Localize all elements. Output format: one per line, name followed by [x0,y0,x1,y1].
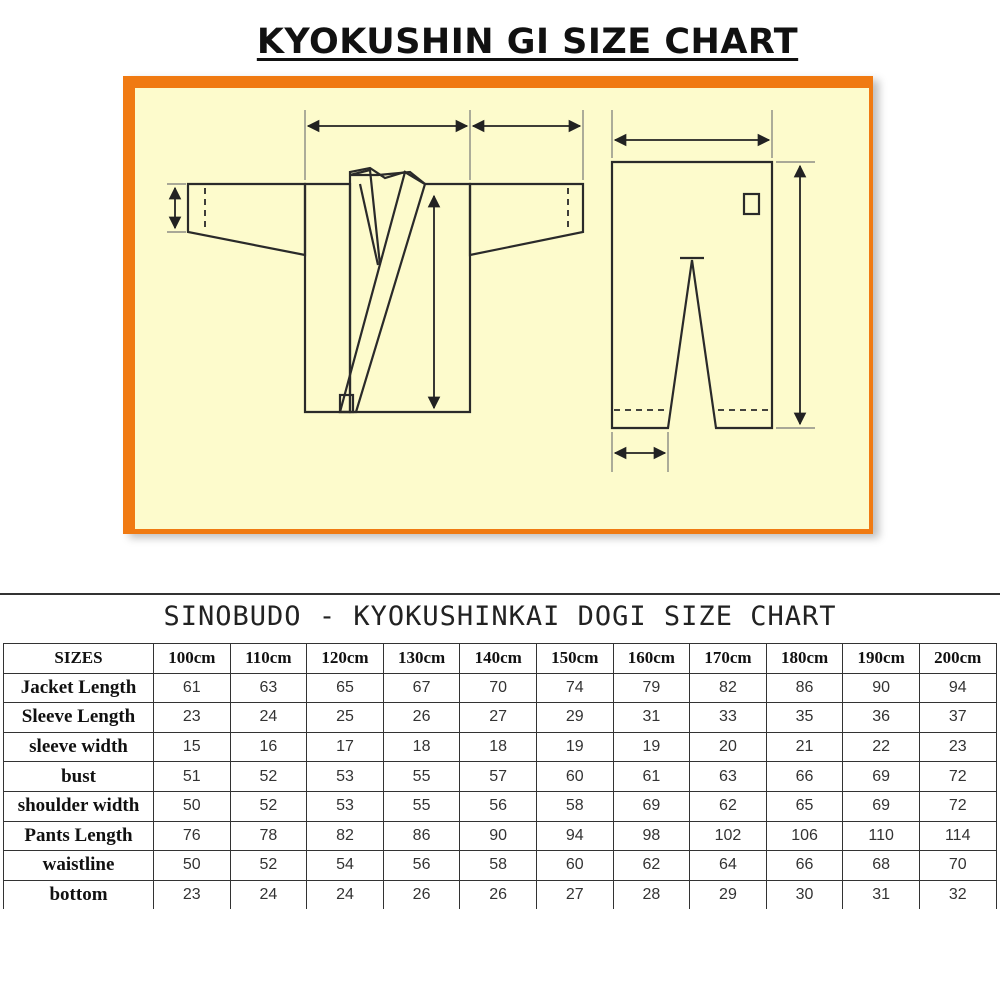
size-header: 130cm [383,644,460,674]
table-cell: 60 [536,851,613,881]
table-cell: 66 [766,851,843,881]
table-cell: 29 [536,703,613,733]
table-cell: 29 [690,880,767,909]
table-cell: 57 [460,762,537,792]
size-table [3,643,997,909]
pants-outline [612,162,772,428]
size-header: 120cm [307,644,384,674]
table-cell: 82 [307,821,384,851]
size-header: 150cm [536,644,613,674]
table-cell: 52 [230,762,307,792]
table-cell: 63 [230,673,307,703]
table-cell: 27 [536,880,613,909]
table-cell: 90 [460,821,537,851]
table-cell: 15 [154,732,231,762]
table-title: SINOBUDO - KYOKUSHINKAI DOGI SIZE CHART [163,601,837,632]
row-label: Pants Length [4,821,154,851]
table-cell: 37 [919,703,996,733]
size-table-section [0,593,1000,915]
table-cell: 24 [230,880,307,909]
table-cell: 26 [383,703,460,733]
table-cell: 19 [536,732,613,762]
table-header-row [4,644,997,674]
table-cell: 36 [843,703,920,733]
table-cell: 53 [307,791,384,821]
table-cell: 70 [460,673,537,703]
table-cell: 62 [690,791,767,821]
table-row [4,673,997,703]
table-cell: 55 [383,762,460,792]
table-cell: 69 [843,762,920,792]
table-cell: 110 [843,821,920,851]
garment-diagram [123,76,873,534]
table-cell: 26 [460,880,537,909]
table-cell: 58 [460,851,537,881]
table-cell: 31 [613,703,690,733]
jacket-outline [188,168,583,412]
table-cell: 90 [843,673,920,703]
table-cell: 63 [690,762,767,792]
size-header: 100cm [154,644,231,674]
table-cell: 35 [766,703,843,733]
table-cell: 26 [383,880,460,909]
size-header: 110cm [230,644,307,674]
table-cell: 17 [307,732,384,762]
table-cell: 52 [230,791,307,821]
table-cell: 76 [154,821,231,851]
row-label: bottom [4,880,154,909]
sizes-header: SIZES [4,644,154,674]
row-label: shoulder width [4,791,154,821]
table-cell: 98 [613,821,690,851]
size-header: 190cm [843,644,920,674]
table-cell: 70 [919,851,996,881]
table-cell: 32 [919,880,996,909]
table-cell: 61 [154,673,231,703]
table-cell: 33 [690,703,767,733]
table-cell: 16 [230,732,307,762]
table-cell: 66 [766,762,843,792]
table-cell: 52 [230,851,307,881]
table-cell: 53 [307,762,384,792]
table-cell: 27 [460,703,537,733]
table-cell: 82 [690,673,767,703]
garment-diagram-panel [123,76,873,534]
table-cell: 62 [613,851,690,881]
table-cell: 64 [690,851,767,881]
table-cell: 50 [154,791,231,821]
table-cell: 69 [613,791,690,821]
table-cell: 72 [919,762,996,792]
table-cell: 94 [919,673,996,703]
size-header: 200cm [919,644,996,674]
table-cell: 74 [536,673,613,703]
size-header: 180cm [766,644,843,674]
table-cell: 18 [460,732,537,762]
table-cell: 60 [536,762,613,792]
table-row [4,762,997,792]
row-label: Jacket Length [4,673,154,703]
table-cell: 79 [613,673,690,703]
table-row [4,732,997,762]
table-cell: 106 [766,821,843,851]
size-header: 170cm [690,644,767,674]
table-cell: 56 [383,851,460,881]
row-label: bust [4,762,154,792]
table-row [4,880,997,909]
table-cell: 78 [230,821,307,851]
table-cell: 50 [154,851,231,881]
table-cell: 20 [690,732,767,762]
table-cell: 94 [536,821,613,851]
table-cell: 54 [307,851,384,881]
table-cell: 18 [383,732,460,762]
table-cell: 61 [613,762,690,792]
table-cell: 102 [690,821,767,851]
table-cell: 23 [154,880,231,909]
table-cell: 51 [154,762,231,792]
table-cell: 67 [383,673,460,703]
table-cell: 114 [919,821,996,851]
size-header: 140cm [460,644,537,674]
table-cell: 25 [307,703,384,733]
table-cell: 28 [613,880,690,909]
table-cell: 69 [843,791,920,821]
table-row [4,791,997,821]
table-row [4,851,997,881]
size-header: 160cm [613,644,690,674]
table-cell: 68 [843,851,920,881]
table-cell: 22 [843,732,920,762]
table-cell: 24 [230,703,307,733]
table-cell: 56 [460,791,537,821]
table-cell: 55 [383,791,460,821]
table-cell: 86 [383,821,460,851]
table-cell: 21 [766,732,843,762]
row-label: sleeve width [4,732,154,762]
page-title: KYOKUSHIN GI SIZE CHART [256,22,799,62]
table-cell: 23 [919,732,996,762]
table-cell: 19 [613,732,690,762]
table-cell: 23 [154,703,231,733]
row-label: waistline [4,851,154,881]
table-cell: 58 [536,791,613,821]
table-cell: 31 [843,880,920,909]
row-label: Sleeve Length [4,703,154,733]
table-cell: 86 [766,673,843,703]
table-cell: 65 [766,791,843,821]
table-cell: 65 [307,673,384,703]
table-cell: 30 [766,880,843,909]
table-row [4,703,997,733]
table-cell: 24 [307,880,384,909]
table-row [4,821,997,851]
table-cell: 72 [919,791,996,821]
